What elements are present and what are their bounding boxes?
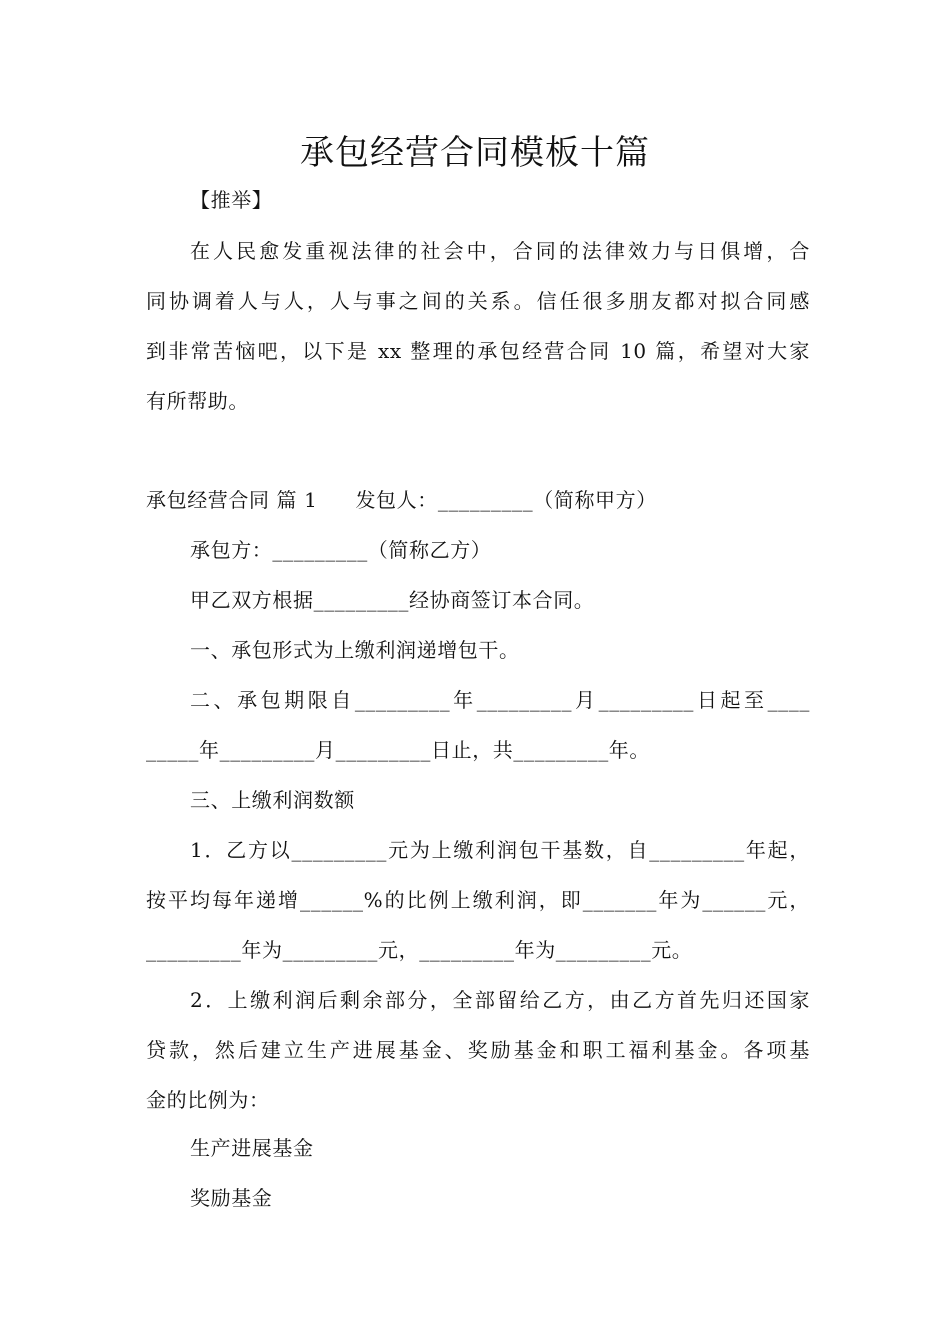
clause-2-line-1: 二、承包期限自_________年_________月_________日起至____ (190, 688, 810, 712)
contractor-line: 承包方：_________（简称乙方） (190, 538, 492, 562)
item-2-line-2: 贷款，然后建立生产进展基金、奖励基金和职工福利基金。各项基 (146, 1038, 810, 1062)
intro-line-1: 在人民愈发重视法律的社会中，合同的法律效力与日俱增，合 (190, 239, 810, 263)
recommend-label: 【推举】 (190, 188, 273, 212)
clause-1: 一、承包形式为上缴利润递增包干。 (190, 638, 520, 662)
fund-item: 生产进展基金 (190, 1136, 314, 1160)
contract-heading: 承包经营合同 篇 1 (146, 488, 318, 512)
clause-3: 三、上缴利润数额 (190, 788, 355, 812)
clause-2-line-2: _____年_________月_________日止，共_________年。 (146, 738, 650, 762)
issuer-line: 发包人：_________（简称甲方） (355, 488, 657, 512)
item-2-line-1: 2．上缴利润后剩余部分，全部留给乙方，由乙方首先归还国家 (190, 988, 810, 1012)
basis-line: 甲乙双方根据_________经协商签订本合同。 (190, 588, 595, 612)
item-1-line-3: _________年为_________元，_________年为_________元。 (146, 938, 693, 962)
document-title: 承包经营合同模板十篇 (300, 133, 650, 173)
intro-line-2: 同协调着人与人，人与事之间的关系。信任很多朋友都对拟合同感 (146, 289, 810, 313)
intro-line-4: 有所帮助。 (146, 389, 249, 413)
fund-item: 奖励基金 (190, 1186, 273, 1210)
item-1-line-1: 1．乙方以_________元为上缴利润包干基数，自_________年起， (190, 838, 810, 862)
contract-heading-row (146, 485, 810, 515)
item-2-line-3: 金的比例为： (146, 1088, 270, 1112)
item-1-line-2: 按平均每年递增______%的比例上缴利润，即_______年为______元， (146, 888, 810, 912)
intro-line-3: 到非常苦恼吧，以下是 xx 整理的承包经营合同 10 篇，希望对大家 (146, 339, 810, 363)
